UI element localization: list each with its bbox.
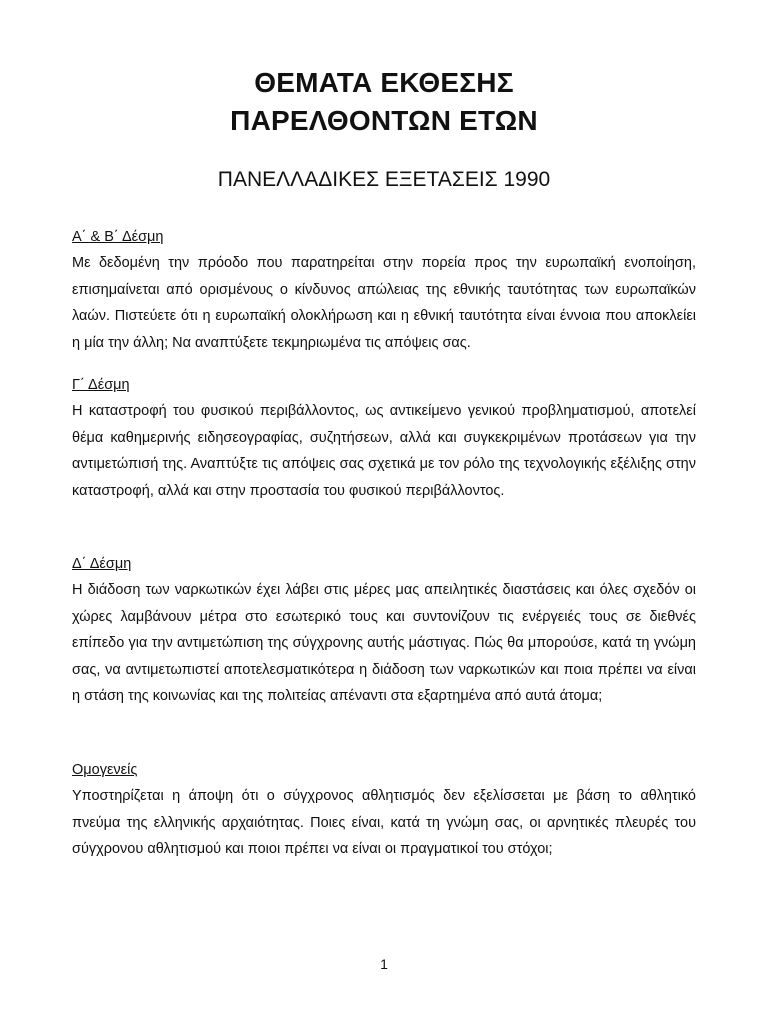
section-a-b-desmi [72, 224, 696, 356]
document-title-line-2: ΠΑΡΕΛΘΟΝΤΩΝ ΕΤΩΝ [230, 105, 538, 136]
document-title-line-1: ΘΕΜΑΤΑ ΕΚΘΕΣΗΣ [254, 67, 514, 98]
section-omogeneis [72, 757, 696, 863]
section-heading: Δ΄ Δέσμη [72, 556, 132, 572]
section-text: Η καταστροφή του φυσικού περιβάλλοντος, ως αντικείμενο γενικού προβληματισμού, αποτελεί θέμα καθημερινής ειδησεογραφίας, συζητήσεων, αλλά και συγκεκριμένων προτάσεων για την αντιμετώπισή της. Αναπτύξτε τις απόψεις σας σχετικά με τον ρόλο της τεχνολογικής εξέλιξης στην καταστροφή, αλλά και στην προστασία του φυσικού περιβάλλοντος. [72, 403, 696, 499]
section-heading: Γ΄ Δέσμη [72, 377, 130, 393]
section-text: Με δεδομένη την πρόοδο που παρατηρείται στην πορεία προς την ευρωπαϊκή ενοποίηση, επισημαίνεται από ορισμένους ο κίνδυνος απώλειας της εθνικής ταυτότητας των ευρωπαϊκών λαών. Πιστεύετε ότι η ευρωπαϊκή ολοκλήρωση και η εθνική ταυτότητα είναι έννοια που αποκλείει η μία την άλλη; Να αναπτύξετε τεκμηριωμένα τις απόψεις σας. [72, 255, 696, 351]
page-number: 1 [380, 956, 388, 972]
section-d-desmi [72, 551, 696, 710]
section-heading: Α΄ & Β΄ Δέσμη [72, 229, 164, 245]
document-subtitle: ΠΑΝΕΛΛΑΔΙΚΕΣ ΕΞΕΤΑΣΕΙΣ 1990 [217, 168, 551, 191]
section-text: Υποστηρίζεται η άποψη ότι ο σύγχρονος αθλητισμός δεν εξελίσσεται με βάση το αθλητικό πνεύμα της ελληνικής αρχαιότητας. Ποιες είναι, κατά τη γνώμη σας, οι αρνητικές πλευρές του σύγχρονου αθλητισμού και ποιοι πρέπει να είναι οι πραγματικοί του στόχοι; [72, 788, 696, 858]
section-c-desmi [72, 372, 696, 504]
section-text: Η διάδοση των ναρκωτικών έχει λάβει στις μέρες μας απειλητικές διαστάσεις και όλες σχεδόν οι χώρες λαμβάνουν μέτρα στο εσωτερικό τους και συντονίζουν τις ενέργειές τους σε διεθνές επίπεδο για την αντιμετώπιση της σύγχρονης αυτής μάστιγας. Πώς θα μπορούσε, κατά τη γνώμη σας, να αντιμετωπιστεί αποτελεσματικότερα η διάδοση των ναρκωτικών και ποια πρέπει να είναι η στάση της κοινωνίας και της πολιτείας απέναντι στα εξαρτημένα από αυτά άτομα; [72, 582, 696, 705]
section-heading: Ομογενείς [72, 762, 138, 778]
